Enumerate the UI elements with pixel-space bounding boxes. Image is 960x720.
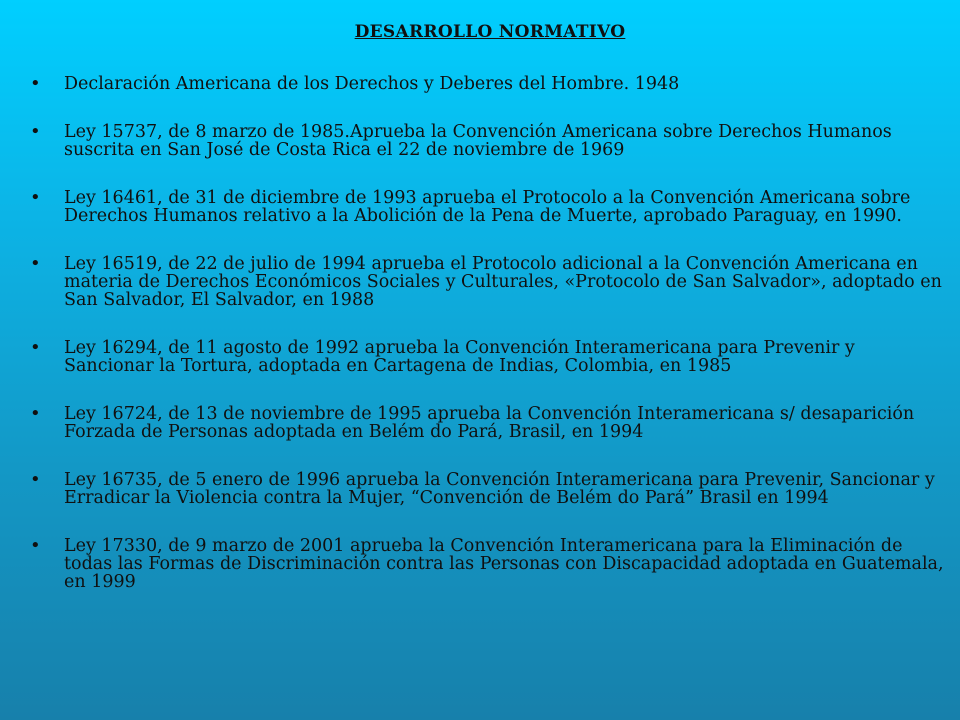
list-item xyxy=(0,189,960,225)
list-item-text: Ley 16735, de 5 enero de 1996 aprueba la Convención Interamericana para Prevenir, Sancionar y Erradicar la Violencia contra la Mujer, “Convención de Belém do Pará” Brasil en 1994 xyxy=(64,470,935,508)
list-item-text: Ley 16724, de 13 de noviembre de 1995 aprueba la Convención Interamericana s/ desaparición Forzada de Personas adoptada en Belém do Pará, Brasil, en 1994 xyxy=(64,404,915,442)
list-item-text: Ley 17330, de 9 marzo de 2001 aprueba la Convención Interamericana para la Eliminación de todas las Formas de Discriminación contra las Personas con Discapacidad adoptada en Guatemala, en 1999 xyxy=(64,536,944,592)
list-item xyxy=(0,339,960,375)
list-item xyxy=(0,471,960,507)
bullet-icon: • xyxy=(30,187,41,208)
bullet-icon: • xyxy=(30,403,41,424)
list-item xyxy=(0,123,960,159)
bullet-icon: • xyxy=(30,253,41,274)
list-item xyxy=(0,405,960,441)
bullet-icon: • xyxy=(30,337,41,358)
list-item-text: Ley 16519, de 22 de julio de 1994 aprueba el Protocolo adicional a la Convención Americana en materia de Derechos Económicos Sociales y Culturales, «Protocolo de San Salvador», adoptado en San Salvador, El Salvador, en 1988 xyxy=(64,254,942,310)
bullet-icon: • xyxy=(30,535,41,556)
list-item-text: Declaración Americana de los Derechos y Deberes del Hombre. 1948 xyxy=(64,74,680,94)
slide-title: DESARROLLO NORMATIVO xyxy=(354,22,626,42)
list-item xyxy=(0,537,960,591)
bullet-list xyxy=(0,75,960,621)
list-item xyxy=(0,75,960,93)
bullet-icon: • xyxy=(30,121,41,142)
list-item-text: Ley 15737, de 8 marzo de 1985.Aprueba la Convención Americana sobre Derechos Humanos suscrita en San José de Costa Rica el 22 de noviembre de 1969 xyxy=(64,122,892,160)
bullet-icon: • xyxy=(30,469,41,490)
list-item-text: Ley 16461, de 31 de diciembre de 1993 aprueba el Protocolo a la Convención Americana sobre Derechos Humanos relativo a la Abolición de la Pena de Muerte, aprobado Paraguay, en 1990. xyxy=(64,188,911,226)
list-item-text: Ley 16294, de 11 agosto de 1992 aprueba la Convención Interamericana para Prevenir y Sancionar la Tortura, adoptada en Cartagena de Indias, Colombia, en 1985 xyxy=(64,338,855,376)
list-item xyxy=(0,255,960,309)
bullet-icon: • xyxy=(30,73,41,94)
